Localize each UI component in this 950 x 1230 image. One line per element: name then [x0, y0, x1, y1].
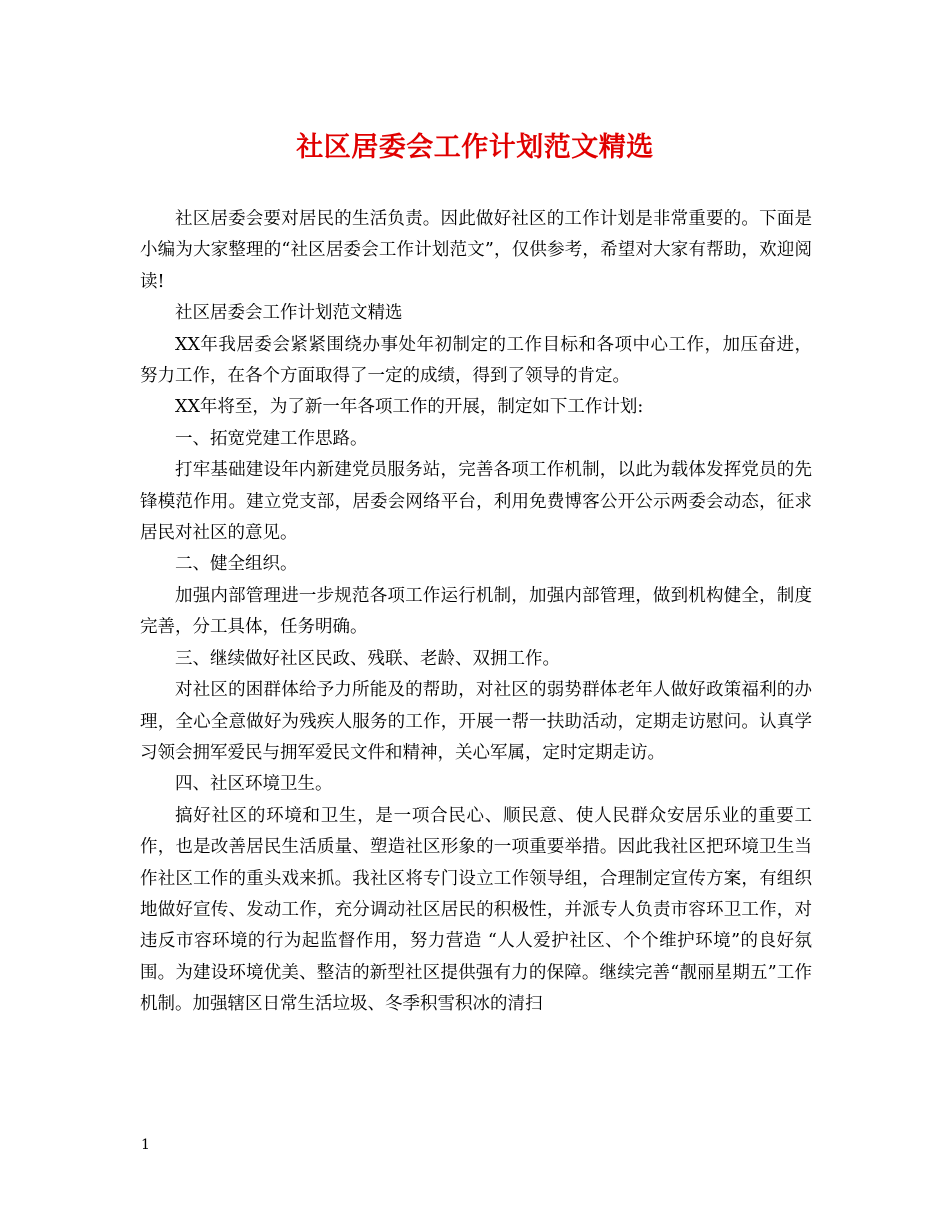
document-title: 社区居委会工作计划范文精选: [296, 132, 654, 163]
paragraph: 搞好社区的环境和卫生，是一项合民心、顺民意、使人民群众安居乐业的重要工作，也是改善居民生活质量、塑造社区形象的一项重要举措。因此我社区把环境卫生当作社区工作的重头戏来抓。我社区将专门设立工作领导组，合理制定宣传方案，有组织地做好宣传、发动工作，充分调动社区居民的积极性，并派专人负责市容环卫工作，对违反市容环境的行为起监督作用，努力营造 “人人爱护社区、个个维护环境”的良好氛围。为建设环境优美、整洁的新型社区提供强有力的保障。继续完善“靓丽星期五”工作机制。加强辖区日常生活垃圾、冬季积雪积冰的清扫: [140, 805, 812, 1015]
page-number: 1: [141, 1137, 150, 1153]
paragraph-intro: 社区居委会要对居民的生活负责。因此做好社区的工作计划是非常重要的。下面是小编为大家整理的“社区居委会工作计划范文”，仅供参考，希望对大家有帮助，欢迎阅读!: [140, 209, 812, 292]
section-heading-4: 四、社区环境卫生。: [175, 774, 333, 795]
section-heading-3: 三、继续做好社区民政、残联、老龄、双拥工作。: [175, 648, 560, 669]
section-heading-1: 一、拓宽党建工作思路。: [175, 428, 368, 449]
section-heading-2: 二、健全组织。: [175, 554, 298, 575]
paragraph: XX年我居委会紧紧围绕办事处年初制定的工作目标和各项中心工作，加压奋进，努力工作，在各个方面取得了一定的成绩，得到了领导的肯定。: [140, 334, 812, 387]
paragraph: 加强内部管理进一步规范各项工作运行机制，加强内部管理，做到机构健全，制度完善，分工具体，任务明确。: [140, 585, 812, 638]
paragraph: XX年将至，为了新一年各项工作的开展，制定如下工作计划:: [175, 397, 644, 418]
paragraph-subtitle: 社区居委会工作计划范文精选: [175, 303, 403, 324]
document-body: [140, 204, 812, 1021]
paragraph: 打牢基础建设年内新建党员服务站，完善各项工作机制，以此为载体发挥党员的先锋模范作用。建立党支部，居委会网络平台，利用免费博客公开公示两委会动态，征求居民对社区的意见。: [140, 460, 812, 544]
paragraph: 对社区的困群体给予力所能及的帮助，对社区的弱势群体老年人做好政策福利的办理，全心全意做好为残疾人服务的工作，开展一帮一扶助活动，定期走访慰问。认真学习领会拥军爱民与拥军爱民文件和精神，关心军属，定时定期走访。: [140, 680, 812, 763]
